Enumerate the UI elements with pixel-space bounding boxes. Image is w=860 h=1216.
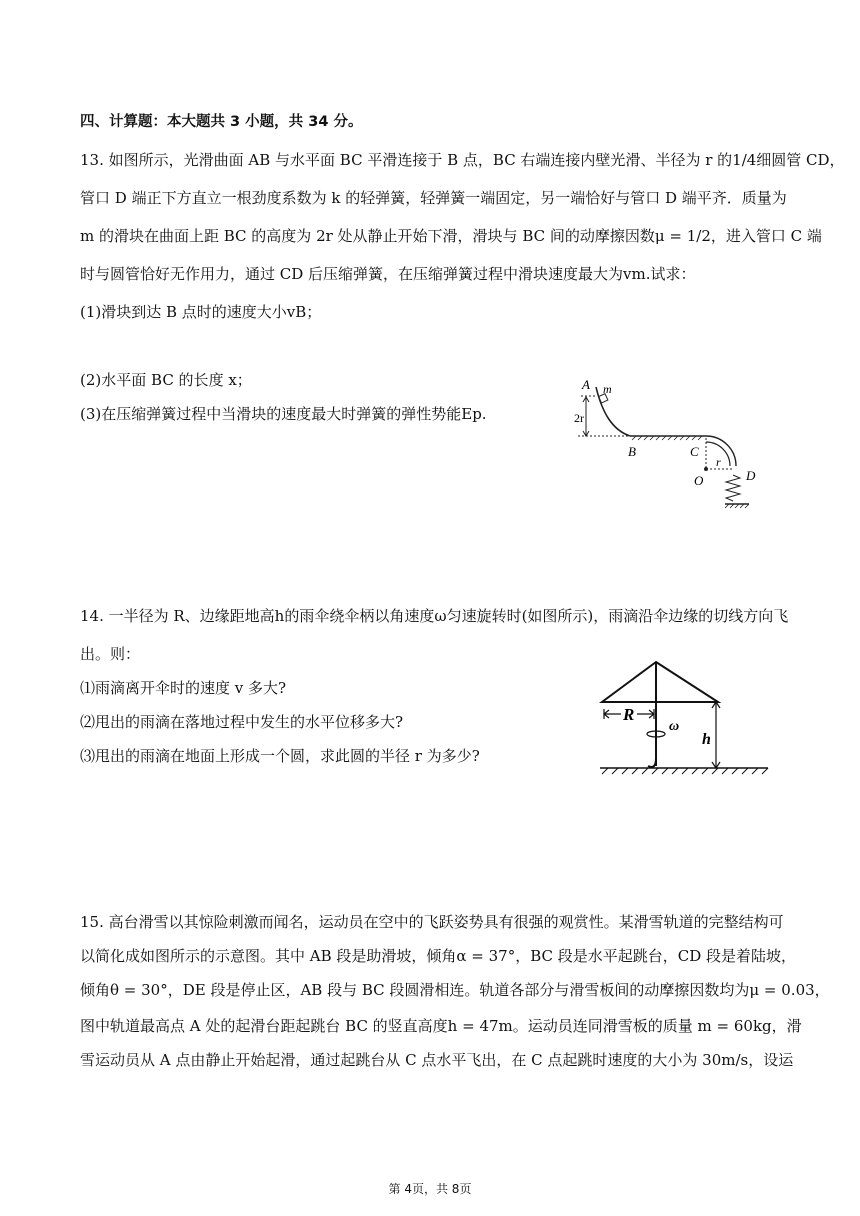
fig14-handle-hook <box>648 758 656 767</box>
q15-line-3: 倾角θ = 30°，DE 段是停止区，AB 段与 BC 段圆滑相连。轨道各部分与滑雪板间的动摩擦因数均为μ = 0.03， <box>80 981 830 999</box>
fig13-curve-AB <box>596 387 630 436</box>
fig13-tube-outer <box>706 436 736 466</box>
page-footer: 第 4页，共 8页 <box>388 1182 472 1196</box>
q13-line-1: 13. 如图所示，光滑曲面 AB 与水平面 BC 平滑连接于 B 点，BC 右端连接内壁光滑、半径为 r 的1/4细圆管 CD， <box>80 151 845 169</box>
q13-sub-3: (3)在压缩弹簧过程中当滑块的速度最大时弹簧的弹性势能Ep. <box>80 405 487 423</box>
fig13-label-A: A <box>582 377 590 392</box>
fig14-label-h: h <box>702 731 711 748</box>
fig13-label-O: O <box>694 473 704 488</box>
fig13-label-m: m <box>603 382 612 396</box>
fig13-label-r: r <box>716 455 721 469</box>
fig14-label-omega: ω <box>669 719 680 734</box>
q14-umbrella-figure <box>594 658 774 776</box>
fig13-label-B: B <box>628 444 636 459</box>
q15-line-2: 以简化成如图所示的示意图。其中 AB 段是助滑坡，倾角α = 37°，BC 段是水平起跳台，CD 段是着陆坡， <box>80 947 797 965</box>
q13-line-3: m 的滑块在曲面上距 BC 的高度为 2r 处从静止开始下滑，滑块与 BC 间的动摩擦因数μ = 1/2，进入管口 C 端 <box>80 227 822 245</box>
q13-sub-1: (1)滑块到达 B 点时的速度大小vB； <box>80 303 322 321</box>
q13-line-2: 管口 D 端正下方直立一根劲度系数为 k 的轻弹簧，轻弹簧一端固定，另一端恰好与管口 D 端平齐．质量为 <box>80 189 787 207</box>
q14-sub-2: ⑵甩出的雨滴在落地过程中发生的水平位移多大? <box>80 713 404 731</box>
section-heading: 四、计算题：本大题共 3 小题，共 34 分。 <box>80 114 363 130</box>
q13-line-4: 时与圆管恰好无作用力，通过 CD 后压缩弹簧，在压缩弹簧过程中滑块速度最大为vm.试求： <box>80 265 696 283</box>
q15-line-4: 图中轨道最高点 A 处的起滑台距起跳台 BC 的竖直高度h = 47m。运动员连同滑雪板的质量 m = 60kg，滑 <box>80 1017 802 1035</box>
fig13-label-D: D <box>746 468 756 483</box>
q14-line-2: 出。则： <box>80 645 141 663</box>
q15-line-5: 雪运动员从 A 点由静止开始起滑，通过起跳台从 C 点水平飞出，在 C 点起跳时速度的大小为 30m/s，设运 <box>80 1051 794 1069</box>
q13-figure <box>570 372 770 522</box>
q13-sub-2: (2)水平面 BC 的长度 x； <box>80 371 252 389</box>
fig13-center-O <box>704 467 708 471</box>
fig14-canopy <box>602 662 718 702</box>
fig13-label-C: C <box>690 444 699 459</box>
fig13-spring <box>726 475 740 501</box>
fig14-label-R: R <box>623 705 635 724</box>
q15-line-1: 15. 高台滑雪以其惊险刺激而闻名，运动员在空中的飞跃姿势具有很强的观赏性。某滑雪轨道的完整结构可 <box>80 913 784 931</box>
q14-sub-3: ⑶甩出的雨滴在地面上形成一个圆，求此圆的半径 r 为多少? <box>80 747 480 765</box>
q14-line-1: 14. 一半径为 R、边缘距地高h的雨伞绕伞柄以角速度ω匀速旋转时(如图所示)，雨滴沿伞边缘的切线方向飞 <box>80 607 789 625</box>
fig13-label-2r: 2r <box>574 411 584 425</box>
fig14-ground-hatch <box>602 768 768 774</box>
q14-sub-1: ⑴雨滴离开伞时的速度 v 多大? <box>80 679 287 697</box>
